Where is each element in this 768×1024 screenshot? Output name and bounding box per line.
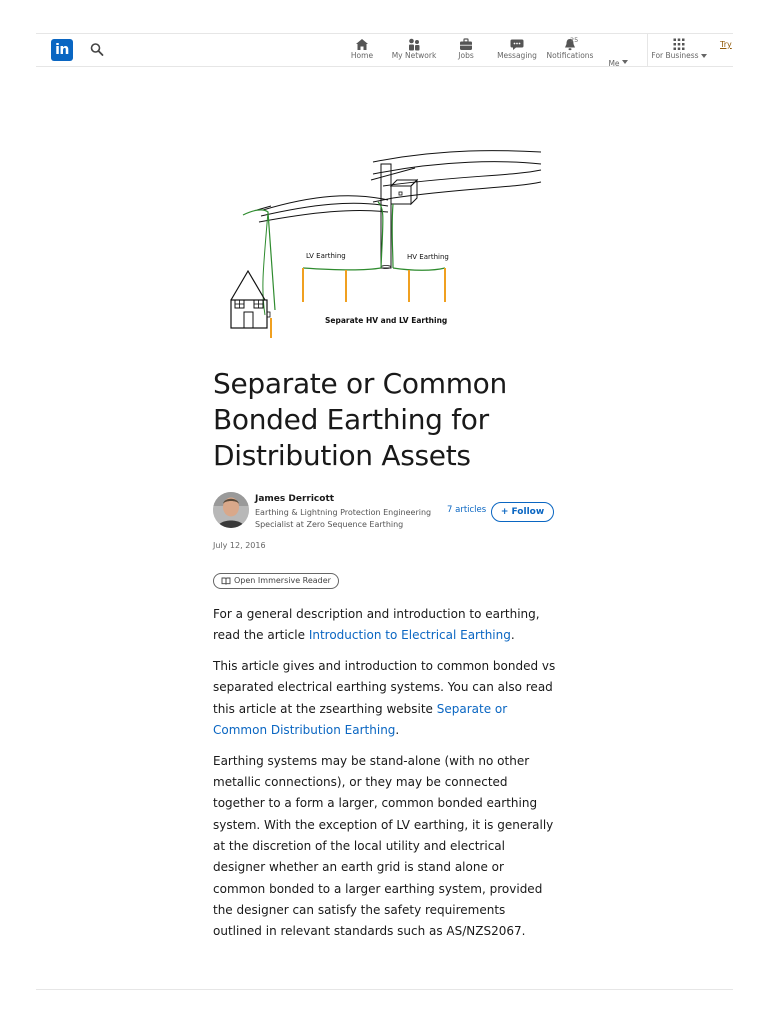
- author-headline: Earthing & Lightning Protection Engineering Specialist at Zero Sequence Earthing: [255, 508, 432, 529]
- nav-divider: [647, 34, 648, 67]
- hero-diagram: [213, 140, 555, 345]
- author-avatar[interactable]: [213, 492, 249, 528]
- briefcase-icon: [459, 38, 473, 51]
- immersive-reader-button[interactable]: [213, 573, 339, 589]
- nav-my-network-label: My Network: [391, 51, 437, 60]
- article-title: Separate or Common Bonded Earthing for Distribution Assets: [213, 367, 507, 472]
- nav-messaging-label: Messaging: [497, 51, 537, 60]
- network-icon: [407, 38, 421, 51]
- nav-home-label: Home: [350, 51, 374, 60]
- caret-down-icon: [701, 54, 707, 58]
- nav-my-network[interactable]: [390, 36, 438, 66]
- follow-label: Follow: [511, 507, 545, 517]
- plus-icon: +: [500, 507, 509, 517]
- diagram-caption: Separate HV and LV Earthing: [325, 316, 448, 325]
- immersive-reader-label: Open Immersive Reader: [234, 576, 331, 585]
- author-name[interactable]: James Derricott: [255, 494, 335, 504]
- author-articles-link[interactable]: 7 articles: [447, 505, 487, 515]
- nav-notifications-label: Notifications: [546, 51, 594, 60]
- nav-for-business[interactable]: [651, 36, 707, 66]
- message-icon: [510, 38, 524, 51]
- caret-down-icon: [622, 60, 628, 64]
- author-photo: [213, 492, 249, 528]
- nav-messaging[interactable]: [496, 36, 538, 66]
- nav-me[interactable]: [604, 51, 632, 68]
- nav-home[interactable]: [344, 36, 380, 66]
- hv-earthing-label: HV Earthing: [407, 253, 449, 261]
- separate-common-link[interactable]: Separate or Common Distribution Earthing: [213, 701, 508, 737]
- publish-date: July 12, 2016: [213, 541, 266, 550]
- paragraph-3: Earthing systems may be stand-alone (with no other metallic connections), or they may be connected together to a form a larger, common bonded earthing system. With the exception of LV earthing, it is generally at the discretion of the local utility and electrical designer whether an earth grid is stand alone or common bonded to a larger earthing system, provided the designer can satisfy the safety requirements outlined in relevant standards such as AS/NZS2067.: [213, 753, 554, 939]
- try-premium-link[interactable]: Try: [720, 40, 732, 49]
- nav-for-business-label: For Business: [651, 51, 707, 61]
- nav-jobs-label: Jobs: [458, 51, 474, 60]
- follow-button[interactable]: [491, 502, 554, 522]
- article-body: [213, 604, 558, 952]
- grid-icon: [672, 38, 686, 51]
- search-icon[interactable]: [90, 42, 104, 58]
- bottom-divider: [36, 989, 733, 990]
- intro-earthing-link[interactable]: Introduction to Electrical Earthing: [308, 628, 511, 643]
- paragraph-2: This article gives and introduction to common bonded vs separated electrical earthing systems. You can also read this article at the zsearthing website Separate or Common Distribution Earthing.: [213, 659, 556, 737]
- nav-me-label: Me: [608, 59, 620, 68]
- global-nav: [36, 33, 733, 67]
- linkedin-logo[interactable]: in: [51, 39, 73, 61]
- book-icon: [221, 577, 231, 585]
- paragraph-1: For a general description and introduction to earthing, read the article Introduction to Electrical Earthing.: [213, 607, 540, 643]
- home-icon: [355, 38, 369, 51]
- nav-jobs[interactable]: [450, 36, 482, 66]
- lv-earthing-label: LV Earthing: [306, 252, 346, 260]
- nav-notifications[interactable]: [546, 36, 594, 66]
- notification-count-badge: 25: [570, 36, 579, 44]
